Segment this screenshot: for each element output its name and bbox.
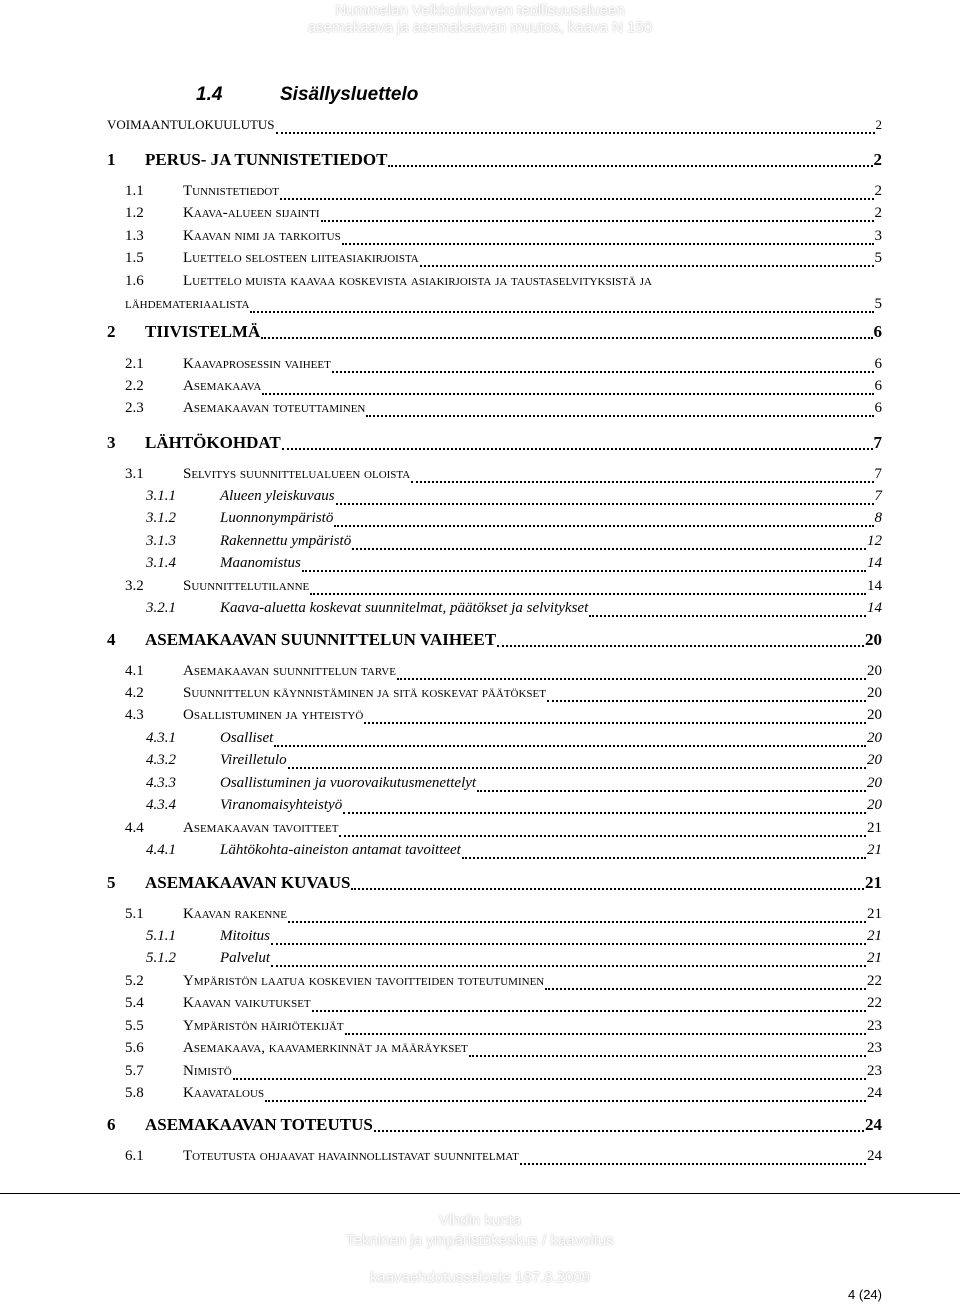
toc-entry[interactable] (107, 873, 882, 895)
toc-entry-page: 2 (875, 117, 882, 132)
toc-entry-title: Viranomaisyhteistyö (220, 797, 343, 813)
toc-entry-title: PERUS- JA TUNNISTETIEDOT (145, 150, 388, 169)
toc-entry[interactable] (125, 973, 882, 995)
toc-leader-dots (469, 1055, 866, 1057)
toc-leader-dots (462, 857, 866, 859)
toc-entry-title: Selvitys suunnittelualueen oloista (183, 466, 411, 482)
toc-entry-number: 5.8 (125, 1085, 144, 1101)
toc-leader-dots (547, 700, 866, 702)
toc-entry[interactable] (125, 995, 882, 1017)
toc-entry-title: Ympäristön häiriötekijät (183, 1018, 344, 1034)
toc-entry-page: 7 (873, 433, 882, 452)
toc-entry-title: Kaavaprosessin vaiheet (183, 356, 331, 372)
toc-entry-number: 3.2.1 (146, 600, 176, 616)
toc-entry-page: 21 (867, 820, 882, 836)
toc-entry-title: Osallistuminen ja yhteistyö (183, 707, 364, 723)
toc-entry[interactable] (107, 433, 882, 455)
toc-leader-dots (336, 503, 874, 505)
toc-entry[interactable] (125, 1018, 882, 1040)
toc-entry-title: Nimistö (183, 1063, 232, 1079)
toc-entry-title: Osallistuminen ja vuorovaikutusmenettelyt (220, 775, 477, 791)
toc-leader-dots (345, 1033, 866, 1035)
toc-entry-page: 20 (865, 630, 882, 649)
toc-entry-title: ASEMAKAAVAN TOTEUTUS (145, 1115, 373, 1134)
toc-leader-dots (411, 481, 873, 483)
toc-entry-number: 4.3.2 (146, 752, 176, 768)
toc-entry[interactable] (125, 400, 882, 422)
toc-entry[interactable] (125, 466, 882, 488)
toc-entry[interactable] (146, 928, 882, 950)
toc-entry-page: 14 (867, 555, 882, 571)
footer-divider (0, 1193, 960, 1194)
toc-entry-page: 7 (874, 466, 882, 482)
toc-entry[interactable] (125, 205, 882, 227)
toc-leader-dots (366, 415, 873, 417)
toc-entry-page: 2 (874, 205, 882, 221)
toc-entry-number: 2.1 (125, 356, 144, 372)
toc-leader-dots (589, 615, 866, 617)
toc-entry-number: 3.1 (125, 466, 144, 482)
toc-entry-title: Kaavan rakenne (183, 906, 288, 922)
toc-entry[interactable] (146, 752, 882, 774)
toc-entry[interactable] (146, 600, 882, 622)
toc-entry-number: 6 (107, 1115, 116, 1134)
toc-entry[interactable] (146, 797, 882, 819)
toc-entry-number: 3.1.1 (146, 488, 176, 504)
toc-entry-page: 14 (867, 600, 882, 616)
toc-entry-number: 4.3 (125, 707, 144, 723)
toc-entry[interactable] (125, 1085, 882, 1107)
toc-entry-page: 20 (867, 752, 882, 768)
toc-entry[interactable] (125, 356, 882, 378)
toc-entry-page: 20 (867, 663, 882, 679)
toc-entry-number: 5.1 (125, 906, 144, 922)
toc-leader-dots (302, 570, 866, 572)
toc-entry-number: 6.1 (125, 1148, 144, 1164)
toc-entry[interactable] (125, 228, 882, 250)
toc-entry-number: 1.6 (125, 273, 144, 289)
toc-leader-dots (342, 243, 874, 245)
toc-heading-number: 1.4 (196, 84, 223, 105)
toc-leader-dots (332, 371, 874, 373)
toc-entry-number: 1.5 (125, 250, 144, 266)
footer-document-id: kaavaehdotusseloste 187.8.2009 (369, 1269, 591, 1286)
toc-entry-page: 20 (867, 775, 882, 791)
toc-entry-title: Ympäristön laatua koskevien tavoitteiden toteutuminen (183, 973, 545, 989)
toc-entry[interactable] (107, 1115, 882, 1137)
toc-leader-dots (312, 1010, 866, 1012)
toc-leader-dots (420, 265, 874, 267)
toc-entry-page: 6 (874, 378, 882, 394)
toc-entry-number: 4.2 (125, 685, 144, 701)
toc-entry-title: Asemakaavan toteuttaminen (183, 400, 366, 416)
toc-entry-title: Asemakaavan suunnittelun tarve (183, 663, 396, 679)
toc-entry-number: 4.3.3 (146, 775, 176, 791)
toc-entry-page: 8 (874, 510, 882, 526)
toc-entry-title: Toteutusta ohjaavat havainnollistavat suunnitelmat (183, 1148, 519, 1164)
toc-entry-number: 4.4.1 (146, 842, 176, 858)
toc-entry-number: 2 (107, 322, 116, 341)
toc-entry-title: Kaavan nimi ja tarkoitus (183, 228, 341, 244)
toc-entry-title: Kaava-alueen sijainti (183, 205, 320, 221)
toc-entry-number: 4.3.4 (146, 797, 176, 813)
toc-entry-title: Kaavatalous (183, 1085, 265, 1101)
toc-entry-title: Suunnittelun käynnistäminen ja sitä koskevat päätökset (183, 685, 546, 701)
toc-leader-dots (288, 921, 866, 923)
toc-leader-dots (262, 393, 873, 395)
toc-leader-dots (334, 525, 873, 527)
toc-entry[interactable] (125, 906, 882, 928)
toc-entry[interactable] (125, 578, 882, 600)
toc-leader-dots (352, 548, 866, 550)
toc-entry-page: 20 (867, 707, 882, 723)
toc-leader-dots (261, 337, 872, 339)
toc-entry-title: Kaavan vaikutukset (183, 995, 311, 1011)
toc-entry[interactable] (125, 820, 882, 842)
toc-leader-dots (250, 311, 873, 313)
toc-entry-title: Tunnistetiedot (183, 183, 279, 199)
toc-entry-page: 5 (874, 250, 882, 266)
toc-entry-page: 21 (867, 950, 882, 966)
toc-entry-number: 5.5 (125, 1018, 144, 1034)
toc-entry-page: 20 (867, 685, 882, 701)
toc-entry-number: 5.1.2 (146, 950, 176, 966)
toc-leader-dots (364, 722, 866, 724)
toc-entry-title: TIIVISTELMÄ (145, 322, 261, 341)
toc-entry[interactable] (125, 296, 882, 318)
toc-entry-title: LÄHTÖKOHDAT (145, 433, 281, 452)
toc-entry-title: Alueen yleiskuvaus (220, 488, 335, 504)
toc-entry-title: Rakennettu ympäristö (220, 533, 352, 549)
toc-entry[interactable] (125, 685, 882, 707)
header-subtitle: asemakaava ja asemakaavan muutos, kaava N 150 (307, 19, 653, 36)
toc-entry-page: 6 (874, 400, 882, 416)
toc-entry-title: ASEMAKAAVAN SUUNNITTELUN VAIHEET (145, 630, 497, 649)
toc-leader-dots (545, 988, 866, 990)
page-number: 4 (24) (848, 1287, 882, 1302)
toc-leader-dots (397, 678, 866, 680)
toc-entry-page: 20 (867, 797, 882, 813)
toc-heading-text: Sisällysluettelo (280, 84, 419, 105)
toc-entry-number: 4.3.1 (146, 730, 176, 746)
toc-entry-page: 2 (873, 150, 882, 169)
toc-entry-number: 5.2 (125, 973, 144, 989)
toc-leader-dots (233, 1078, 866, 1080)
toc-entry[interactable] (125, 1040, 882, 1062)
toc-entry[interactable] (125, 1063, 882, 1085)
toc-leader-dots (282, 448, 873, 450)
toc-entry-number: 3 (107, 433, 116, 452)
toc-entry-title: Asemakaava, kaavamerkinnät ja määräykset (183, 1040, 468, 1056)
toc-leader-dots (271, 943, 866, 945)
toc-entry[interactable] (146, 842, 882, 864)
toc-entry-number: 5.6 (125, 1040, 144, 1056)
toc-entry[interactable] (125, 378, 882, 400)
toc-entry-number: 4 (107, 630, 116, 649)
toc-entry[interactable] (125, 183, 882, 205)
toc-entry-title: Suunnittelutilanne (183, 578, 310, 594)
toc-entry[interactable] (146, 775, 882, 797)
toc-entry[interactable] (125, 250, 882, 272)
toc-entry-title: ASEMAKAAVAN KUVAUS (145, 873, 351, 892)
toc-leader-dots (520, 1163, 866, 1165)
toc-entry-page: 5 (874, 296, 882, 312)
toc-entry-page: 12 (867, 533, 882, 549)
toc-entry-title: lähdemateriaalista (125, 296, 250, 312)
toc-leader-dots (265, 1100, 866, 1102)
toc-leader-dots (497, 645, 864, 647)
toc-entry-page: 21 (867, 928, 882, 944)
toc-entry-title: Lähtökohta-aineiston antamat tavoitteet (220, 842, 461, 858)
toc-entry-title: Vireilletulo (220, 752, 287, 768)
toc-entry-number: 1 (107, 150, 116, 169)
toc-entry[interactable] (125, 273, 882, 295)
toc-entry-number: 2.3 (125, 400, 144, 416)
toc-entry-number: 1.2 (125, 205, 144, 221)
toc-entry-title: VOIMAANTULOKUULUTUS (107, 117, 275, 132)
toc-entry-page: 21 (867, 906, 882, 922)
toc-entry[interactable] (107, 322, 882, 344)
toc-entry-title: Luonnonympäristö (220, 510, 334, 526)
toc-entry-title: Maanomistus (220, 555, 301, 571)
toc-entry-title: Mitoitus (220, 928, 271, 944)
toc-entry-page: 24 (867, 1085, 882, 1101)
toc-entry-number: 3.1.4 (146, 555, 176, 571)
toc-entry-title: Luettelo selosteen liiteasiakirjoista (183, 250, 419, 266)
toc-leader-dots (280, 198, 874, 200)
toc-entry-page: 23 (867, 1018, 882, 1034)
toc-entry-number: 4.1 (125, 663, 144, 679)
toc-leader-dots (271, 965, 866, 967)
toc-entry[interactable] (146, 555, 882, 577)
toc-leader-dots (374, 1130, 864, 1132)
toc-entry-title: Asemakaavan tavoitteet (183, 820, 339, 836)
toc-leader-dots (310, 593, 866, 595)
toc-leader-dots (339, 835, 866, 837)
toc-entry-number: 3.2 (125, 578, 144, 594)
toc-entry-number: 4.4 (125, 820, 144, 836)
footer-department: Tekninen ja ympäristökeskus / kaavoitus (346, 1232, 614, 1249)
toc-entry[interactable] (125, 663, 882, 685)
toc-leader-dots (388, 165, 872, 167)
toc-entry-page: 22 (867, 973, 882, 989)
toc-entry-page: 22 (867, 995, 882, 1011)
toc-entry[interactable] (107, 117, 882, 139)
toc-entry-number: 5 (107, 873, 116, 892)
toc-entry-page: 14 (867, 578, 882, 594)
toc-entry-number: 3.1.2 (146, 510, 176, 526)
toc-entry-page: 21 (867, 842, 882, 858)
toc-leader-dots (276, 132, 875, 134)
toc-entry-page: 2 (874, 183, 882, 199)
toc-entry[interactable] (146, 950, 882, 972)
toc-entry-page: 6 (874, 356, 882, 372)
toc-entry[interactable] (146, 488, 882, 510)
toc-entry-number: 5.7 (125, 1063, 144, 1079)
toc-entry[interactable] (125, 1148, 882, 1170)
footer-organization: Vihdin kunta (438, 1212, 522, 1229)
toc-entry-page: 23 (867, 1063, 882, 1079)
toc-leader-dots (288, 767, 866, 769)
toc-leader-dots (343, 812, 866, 814)
toc-leader-dots (274, 745, 866, 747)
toc-entry-title: Palvelut (220, 950, 270, 966)
toc-entry[interactable] (146, 533, 882, 555)
toc-entry-number: 2.2 (125, 378, 144, 394)
toc-entry-number: 1.1 (125, 183, 144, 199)
toc-entry-page: 21 (865, 873, 882, 892)
toc-entry[interactable] (146, 730, 882, 752)
toc-entry[interactable] (125, 707, 882, 729)
toc-entry-page: 24 (867, 1148, 882, 1164)
toc-leader-dots (321, 220, 874, 222)
toc-entry[interactable] (146, 510, 882, 532)
toc-entry-title: Osalliset (220, 730, 274, 746)
toc-entry-page: 6 (873, 322, 882, 341)
toc-entry-page: 24 (865, 1115, 882, 1134)
toc-leader-dots (477, 790, 866, 792)
toc-leader-dots (351, 888, 864, 890)
toc-entry-number: 3.1.3 (146, 533, 176, 549)
toc-entry-page: 7 (874, 488, 882, 504)
toc-entry-page: 20 (867, 730, 882, 746)
toc-entry[interactable] (107, 630, 882, 652)
toc-entry-title: Luettelo muista kaavaa koskevista asiakirjoista ja taustaselvityksistä ja (183, 273, 652, 289)
toc-entry[interactable] (107, 150, 882, 172)
toc-entry-title: Asemakaava (183, 378, 262, 394)
toc-entry-page: 23 (867, 1040, 882, 1056)
toc-entry-number: 1.3 (125, 228, 144, 244)
toc-entry-number: 5.1.1 (146, 928, 176, 944)
toc-entry-number: 5.4 (125, 995, 144, 1011)
header-title: Nummelan Veikkoinkorven teollisuusalueen (335, 2, 625, 19)
toc-entry-page: 3 (874, 228, 882, 244)
toc-entry-title: Kaava-aluetta koskevat suunnitelmat, päätökset ja selvitykset (220, 600, 589, 616)
